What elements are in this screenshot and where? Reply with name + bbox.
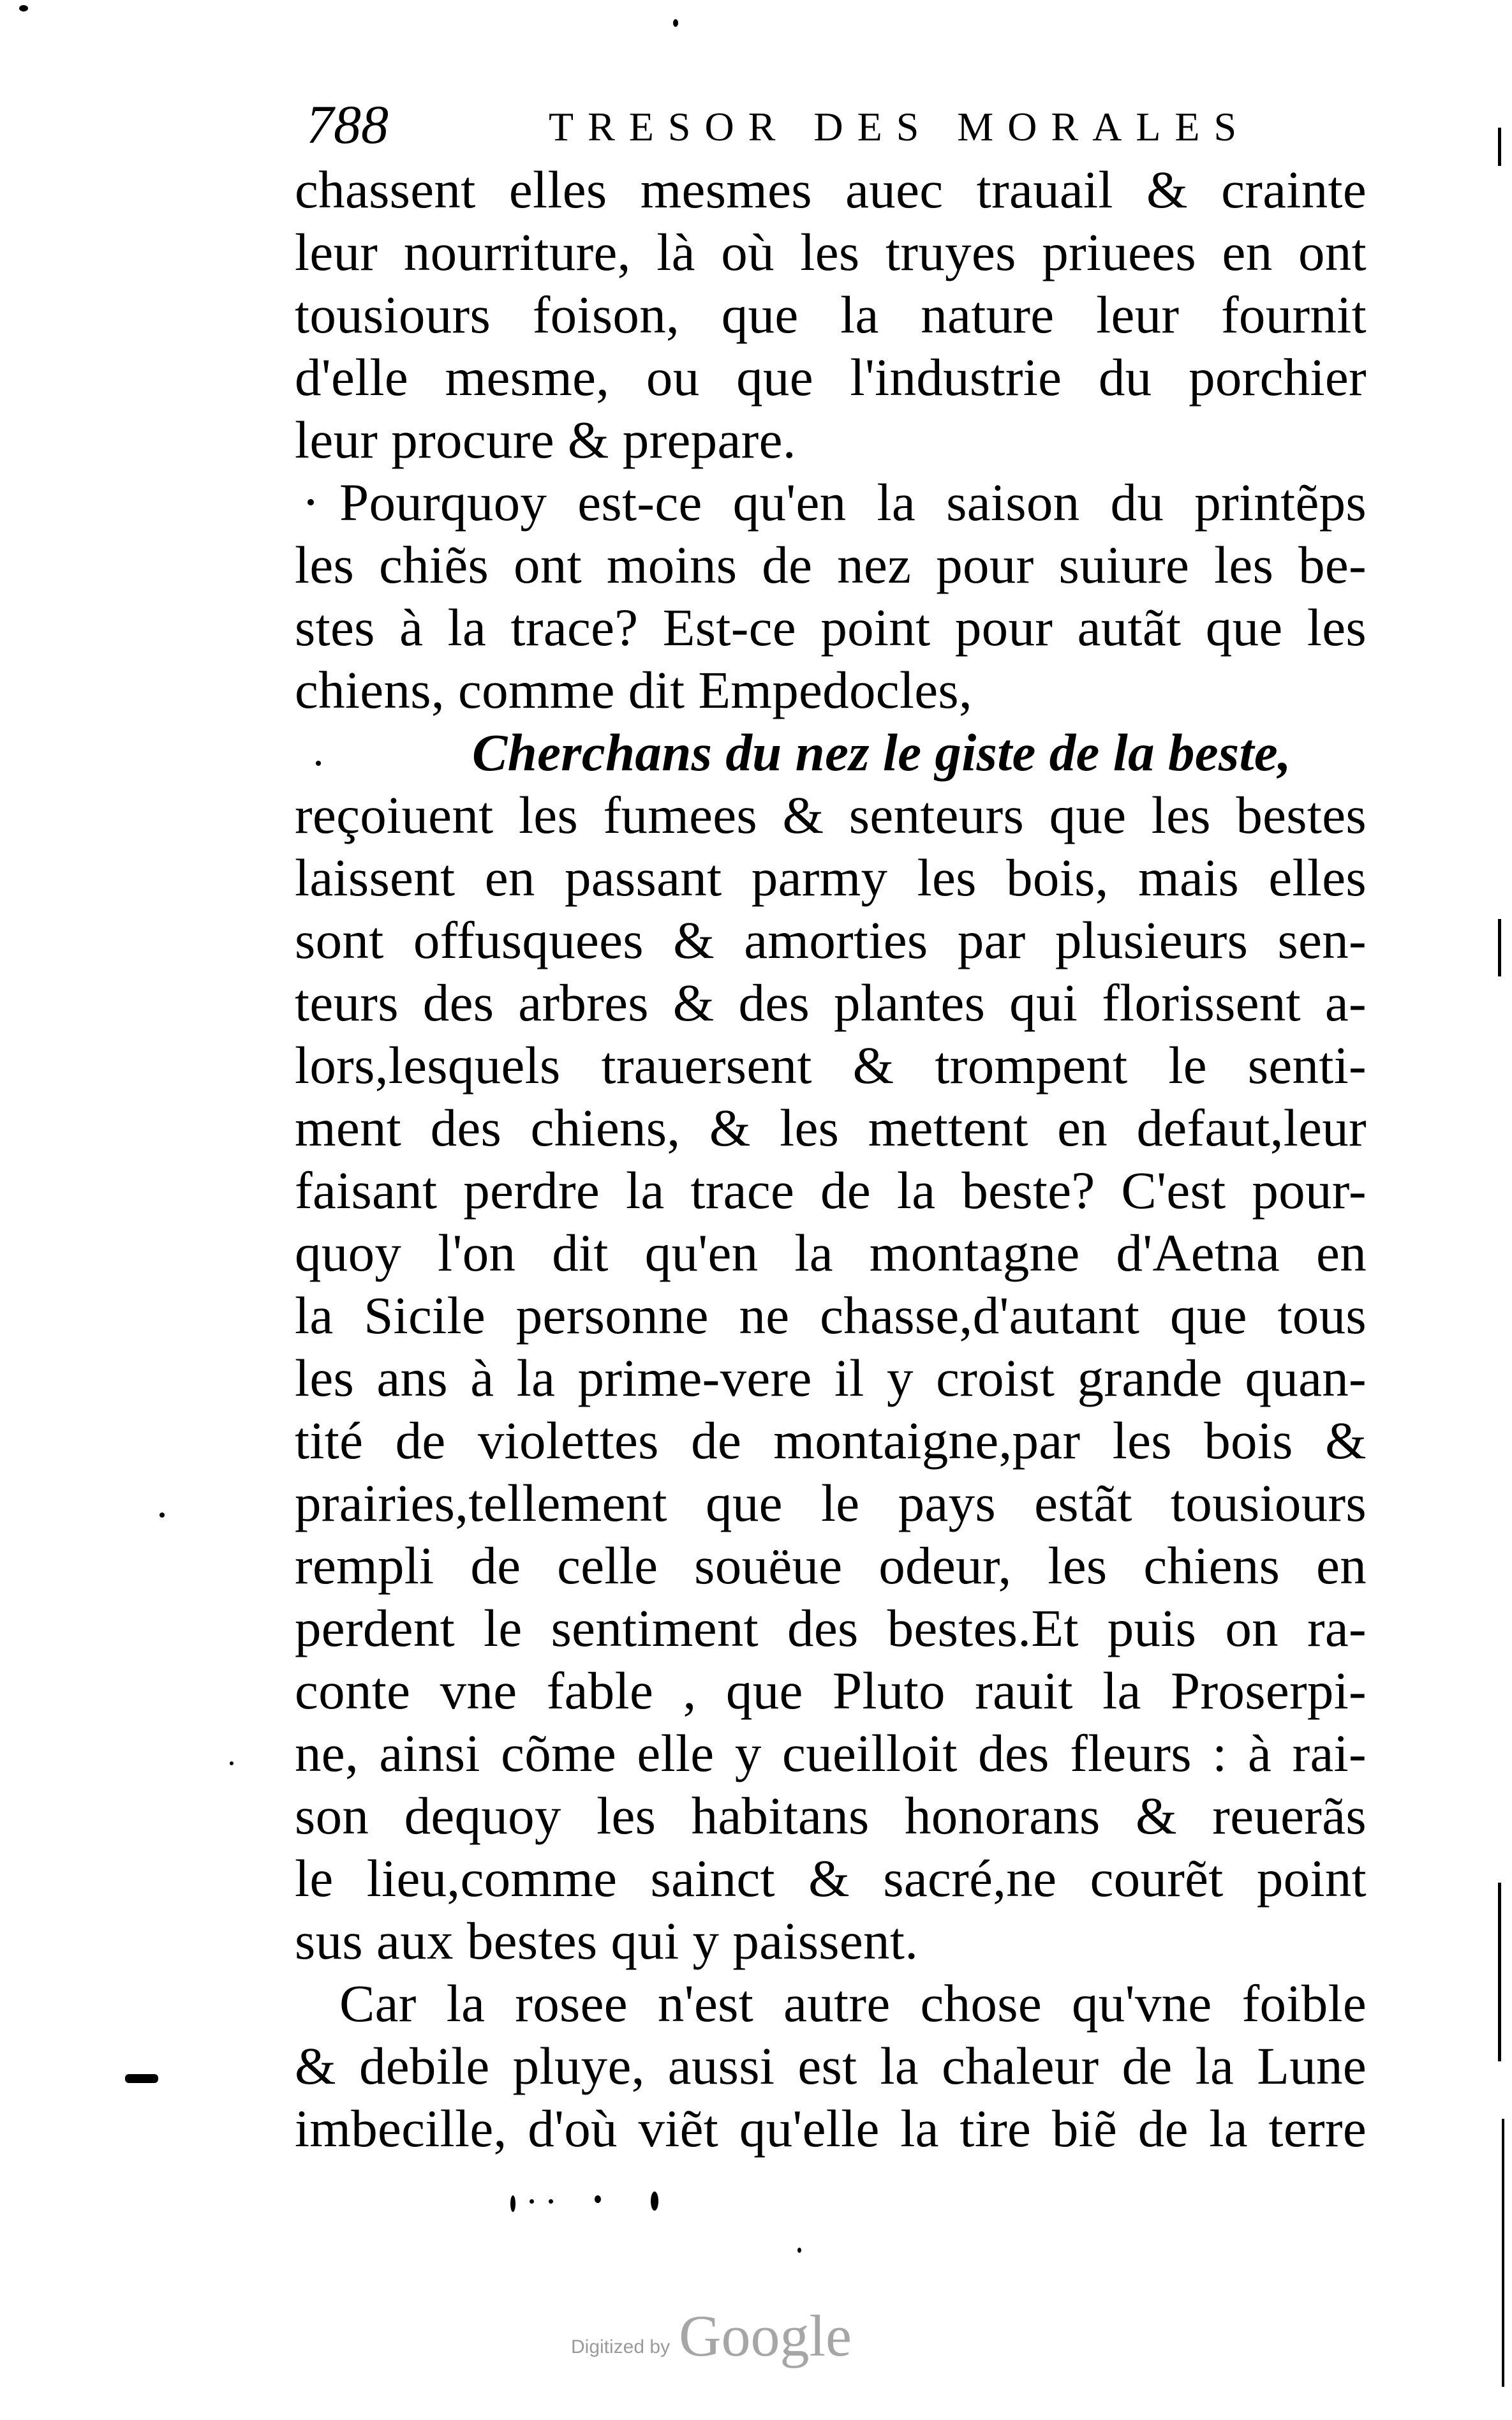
google-logo: Google: [679, 2303, 852, 2368]
text-line: leur nourriture, là où les truyes priuees en ont: [295, 223, 1367, 281]
text-line: le lieu,comme sainct & sacré,ne courẽt point: [295, 1849, 1367, 1908]
text-line: lors,lesquels trauersent & trompent le senti-: [295, 1036, 1367, 1094]
watermark-prefix: Digitized by: [571, 2336, 671, 2357]
page-number: 788: [306, 94, 389, 155]
ink-speck: [530, 2199, 534, 2204]
margin-mark: [125, 2074, 158, 2083]
text-line: ment des chiens, & les mettent en defaut,leur: [295, 1098, 1367, 1157]
text-line: faisant perdre la trace de la beste? C'est pour-: [295, 1161, 1367, 1220]
ink-speck: [595, 2195, 601, 2203]
ink-speck: [510, 2195, 515, 2212]
text-line: sont offusquees & amorties par plusieurs sen-: [295, 911, 1367, 969]
text-line: chassent elles mesmes auec trauail & crainte: [295, 160, 1367, 219]
text-line: Pourquoy est-ce qu'en la saison du printẽps: [339, 473, 1367, 532]
text-line: chiens, comme dit Empedocles,: [295, 661, 973, 719]
text-line: reçoiuent les fumees & senteurs que les bestes: [295, 786, 1367, 844]
text-line: tousiours foison, que la nature leur fournit: [295, 285, 1367, 344]
running-title: TRESOR DES MORALES: [549, 104, 1251, 149]
text-line: les chiẽs ont moins de nez pour suiure les be-: [295, 535, 1367, 594]
edge-shadow: [1498, 128, 1501, 166]
ink-speck: [308, 499, 314, 505]
ink-speck: [797, 2248, 801, 2253]
text-line: Car la rosee n'est autre chose qu'vne foible: [339, 1974, 1367, 2033]
text-line: sus aux bestes qui y paissent.: [295, 1911, 919, 1970]
running-head: [306, 89, 1353, 160]
ink-speck: [159, 1512, 165, 1518]
text-line: son dequoy les habitans honorans & reuerãs: [295, 1786, 1367, 1845]
text-line: conte vne fable , que Pluto rauit la Proserpi-: [295, 1661, 1367, 1720]
ink-speck: [673, 19, 678, 27]
page-edge: [1474, 0, 1512, 2420]
ink-speck: [316, 761, 321, 766]
text-line: leur procure & prepare.: [295, 410, 796, 469]
text-line: ne, ainsi cõme elle y cueilloit des fleurs : à rai-: [295, 1724, 1367, 1782]
text-line: d'elle mesme, ou que l'industrie du porchier: [295, 348, 1367, 407]
edge-shadow: [1502, 2119, 1504, 2387]
text-line: la Sicile personne ne chasse,d'autant que tous: [295, 1286, 1367, 1345]
ink-speck: [230, 1761, 233, 1765]
digitization-watermark: [571, 2297, 954, 2368]
text-line: tité de violettes de montaigne,par les bois &: [295, 1411, 1367, 1470]
ink-speck: [549, 2199, 553, 2204]
text-line: imbecille, d'où viẽt qu'elle la tire biẽ de la terre: [295, 2099, 1367, 2158]
text-line: les ans à la prime-vere il y croist grande quan-: [295, 1348, 1367, 1407]
text-line: laissent en passant parmy les bois, mais elles: [295, 848, 1367, 907]
text-line: perdent le sentiment des bestes.Et puis on ra-: [295, 1599, 1367, 1657]
ink-speck: [19, 5, 28, 11]
text-line: quoy l'on dit qu'en la montagne d'Aetna en: [295, 1223, 1367, 1282]
text-line: & debile pluye, aussi est la chaleur de la Lune: [295, 2036, 1367, 2095]
text-line: teurs des arbres & des plantes qui florissent a-: [295, 973, 1367, 1032]
edge-shadow: [1498, 1883, 1501, 2061]
edge-shadow: [1498, 919, 1501, 976]
text-line: prairies,tellement que le pays estãt tousiours: [295, 1474, 1367, 1532]
ink-speck: [651, 2192, 658, 2211]
body-text: [295, 158, 1367, 2160]
text-line: rempli de celle souëue odeur, les chiens en: [295, 1536, 1367, 1595]
text-line: stes à la trace? Est-ce point pour autãt que les: [295, 598, 1367, 657]
verse-quotation: Cherchans du nez le giste de la beste,: [471, 723, 1292, 782]
